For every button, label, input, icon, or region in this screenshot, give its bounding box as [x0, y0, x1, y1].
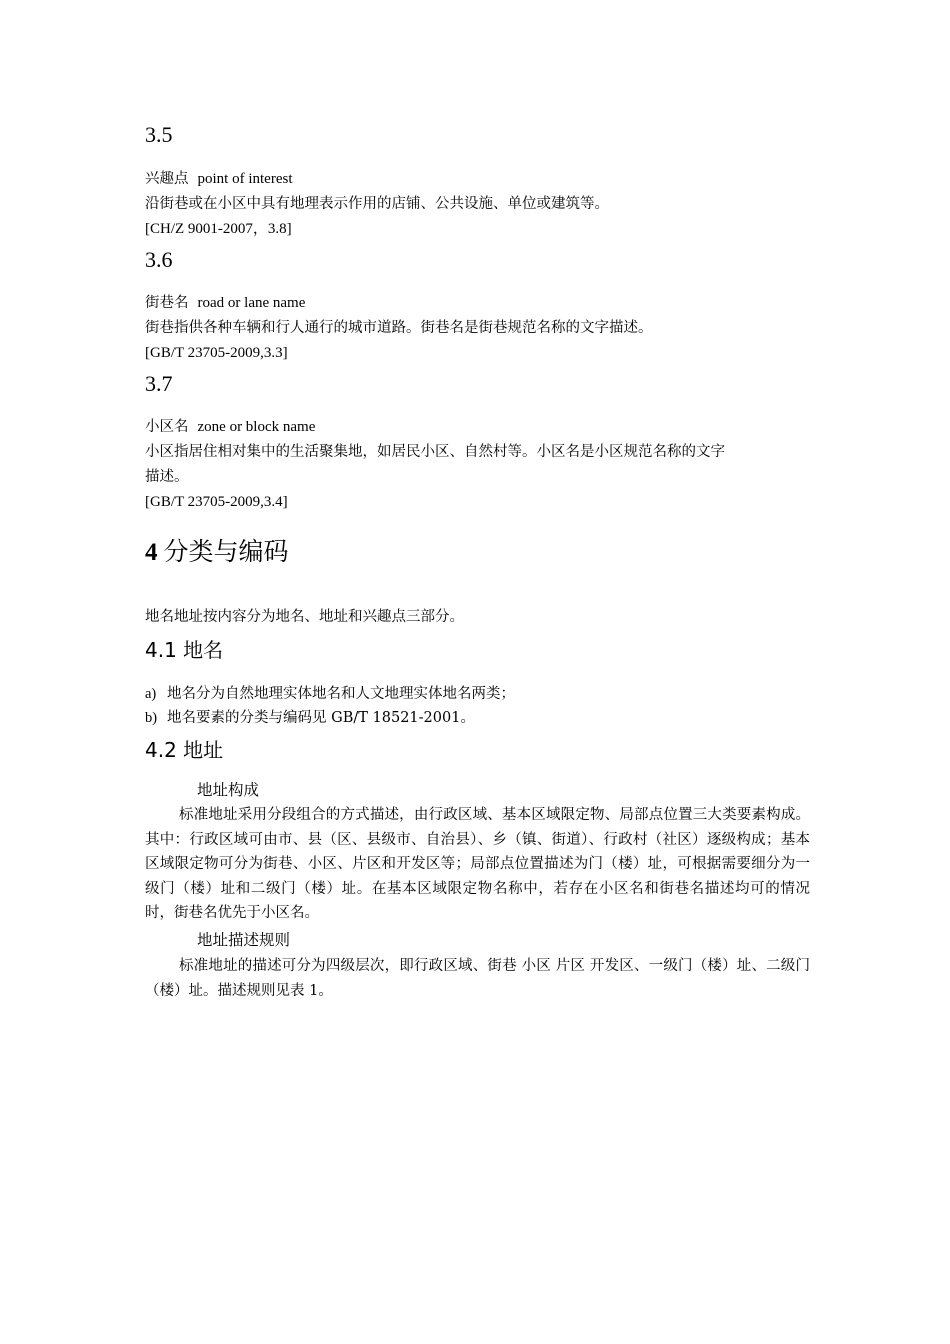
- chapter-4-intro: 地名地址按内容分为地名、地址和兴趣点三部分。: [145, 609, 464, 625]
- section-number-3-5: 3.5: [145, 122, 173, 147]
- term-en: zone or block name: [197, 419, 316, 435]
- chapter-title: 分类与编码: [163, 537, 289, 566]
- term-zone-or-block-name: [145, 417, 315, 437]
- section-heading-4-2: 4.2 地址: [145, 738, 224, 762]
- term-zh: 街巷名: [145, 295, 189, 311]
- term-zh: 小区名: [145, 419, 189, 435]
- reference-3-5: [CH/Z 9001-2007，3.8]: [145, 221, 292, 237]
- subsection-heading-address-rules: 地址描述规则: [197, 931, 291, 949]
- definition-3-5: 沿街巷或在小区中具有地理表示作用的店铺、公共设施、单位或建筑等。: [145, 196, 609, 212]
- list-item: [145, 708, 475, 728]
- definition-3-7-line1: 小区指居住相对集中的生活聚集地，如居民小区、自然村等。小区名是小区规范名称的文字: [145, 444, 725, 460]
- reference-3-6: [GB/T 23705-2009,3.3]: [145, 345, 288, 361]
- list-item: [145, 684, 515, 704]
- term-road-or-lane-name: [145, 293, 305, 313]
- definition-3-7-line2: 描述。: [145, 469, 189, 485]
- term-en: point of interest: [197, 171, 293, 187]
- paragraph-address-structure: 标准地址采用分段组合的方式描述，由行政区域、基本区域限定物、局部点位置三大类要素构成。其中：行政区域可由市、县（区、县级市、自治县）、乡（镇、街道）、行政村（社区）逐级构成；基本区域限定物可分为街巷、小区、片区和开发区等；局部点位置描述为门（楼）址，可根据需要细分为一级门（楼）址和二级门（楼）址。在基本区域限定物名称中，若存在小区名和街巷名描述均可的情况时，街巷名优先于小区名。: [145, 807, 810, 921]
- list-item-text: 地名要素的分类与编码见 GB/T 18521-2001。: [167, 710, 475, 726]
- paragraph-address-rules: 标准地址的描述可分为四级层次，即行政区域、街巷 小区 片区 开发区、一级门（楼）址、二级门（楼）址。描述规则见表 1。: [145, 958, 810, 999]
- list-item-text: 地名分为自然地理实体地名和人文地理实体地名两类；: [167, 686, 515, 702]
- term-en: road or lane name: [197, 295, 306, 311]
- subsection-heading-address-structure: 地址构成: [197, 781, 260, 799]
- reference-3-7: [GB/T 23705-2009,3.4]: [145, 494, 288, 510]
- term-zh: 兴趣点: [145, 171, 189, 187]
- term-point-of-interest: [145, 169, 292, 189]
- list-marker: a): [145, 686, 157, 702]
- list-marker: b): [145, 710, 158, 726]
- definition-3-6: 街巷指供各种车辆和行人通行的城市道路。街巷名是街巷规范名称的文字描述。: [145, 320, 653, 336]
- section-number-3-6: 3.6: [145, 247, 173, 272]
- section-number-3-7: 3.7: [145, 371, 173, 396]
- chapter-number: 4: [145, 539, 158, 566]
- section-heading-4-1: 4.1 地名: [145, 638, 224, 662]
- chapter-heading-4: [145, 537, 289, 568]
